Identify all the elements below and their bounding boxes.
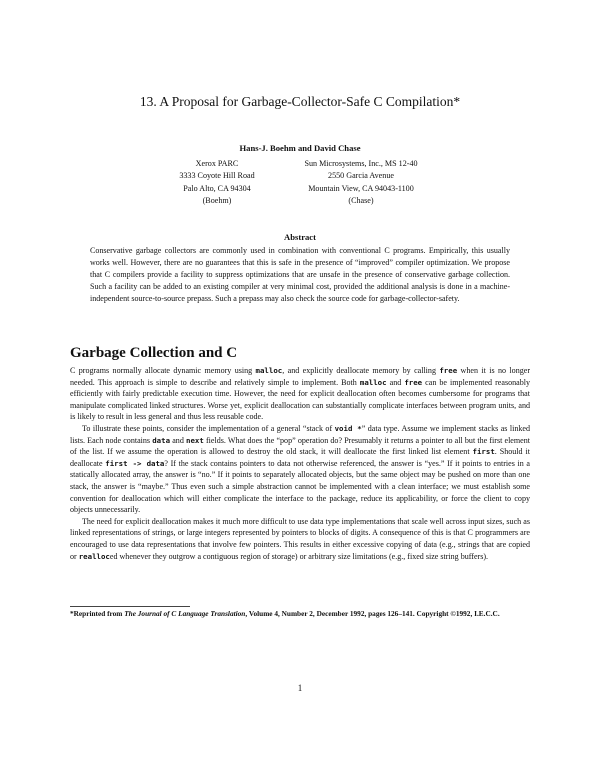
body-paragraph: The need for explicit deallocation makes it much more difficult to use data type implementations that scale well across input sizes, such as linked representations of strings, or large integers represented by pointers to blocks of digits. A consequence of this is that C programmers are encouraged to use data representations that involve few pointers. This results in either excessive copying of data (e.g., strings that are copied or realloced whenever they outgrow a contiguous region of storage) or arbitrary size limitations (e.g., fixed size string buffers).: [70, 516, 530, 561]
inline-code: next: [186, 435, 204, 445]
footnote-mark: *: [70, 609, 74, 618]
inline-code: first: [472, 447, 495, 457]
affiliation-line: Mountain View, CA 94043-1100: [308, 183, 414, 193]
author-names: Hans-J. Boehm and David Chase: [239, 143, 361, 153]
affiliation-line: Xerox PARC: [195, 159, 239, 168]
page-number: 1: [297, 683, 303, 693]
affiliation-line: (Boehm): [202, 195, 232, 205]
inline-code: void *: [334, 423, 362, 433]
affiliation-boehm: [152, 158, 282, 207]
paper-title: 13. A Proposal for Garbage-Collector-Safe C Compilation*: [139, 94, 461, 109]
affiliation-chase: [276, 158, 446, 207]
section-heading: Garbage Collection and C: [70, 345, 238, 361]
body-paragraph: C programs normally allocate dynamic memory using malloc, and explicitly deallocate memory by calling free when it is no longer needed. This approach is simple to describe and relatively simple to implement. Both malloc and free can be implemented reasonably efficiently with fairly predictable execution time. However, the need for explicit deallocation often becomes cumbersome for programs that manipulate complicated linked structures. Worse yet, explicit deallocation can substantially complicate interfaces between program units, and is likely to result in less general and thus less reusable code.: [70, 366, 530, 422]
abstract-heading: Abstract: [284, 232, 316, 242]
affiliation-line: Sun Microsystems, Inc., MS 12-40: [304, 159, 418, 168]
body-text: [70, 365, 530, 562]
footnote-rule: [70, 606, 190, 607]
inline-code: first -> data: [105, 458, 165, 468]
inline-code: free: [439, 366, 458, 375]
footnote-prefix: Reprinted from: [73, 609, 125, 618]
abstract-text: Conservative garbage collectors are commonly used in combination with conventional C programs. Empirically, this usually works well. However, there are no guarantees that this is safe in the presence of “improved” compiler optimization. We propose that C compilers provide a facility to suppress optimizations that are unsafe in the presence of conservative garbage collection. Such a facility can be added to an existing compiler at very minimal cost, provided the additional analysis is done in a machine-independent source-to-source prepass. Such a prepass may also check the source code for garbage-collector-safety.: [90, 246, 510, 303]
affiliation-line: Palo Alto, CA 94304: [183, 183, 251, 193]
inline-code: malloc: [255, 366, 283, 375]
body-paragraph: To illustrate these points, consider the implementation of a general “stack of void *” data type. Assume we implement stacks as linked lists. Each node contains data and next fields. What does the “pop” operation do? Presumably it returns a pointer to all but the first element of the list. If we assume the operation is allowed to destroy the old stack, it will deallocate the first linked list element first. Should it deallocate first -> data? If the stack contains pointers to data not otherwise referenced, the answer is “yes.” If it points to entries in a statically allocated array, the answer is “no.” If it points to separately allocated objects, but the same object may be pushed on more than one stack, the answer is “maybe.” Thus even such a simple abstraction cannot be implemented with a clean interface; we must establish some convention for deallocation which will either complicate the interface to the package, reduce its applicability, or force the client to copy objects unnecessarily.: [70, 423, 531, 515]
footnote-suffix: , Volume 4, Number 2, December 1992, pages 126–141. Copyright ©1992, I.E.C.C.: [245, 609, 500, 618]
affiliation-line: 2550 Garcia Avenue: [328, 171, 394, 181]
affiliation-line: (Chase): [348, 195, 374, 205]
affiliation-line: 3333 Coyote Hill Road: [179, 171, 255, 181]
inline-code: realloc: [78, 551, 110, 561]
inline-code: malloc: [359, 377, 387, 387]
inline-code: free: [404, 377, 423, 387]
footnote-journal: The Journal of C Language Translation: [124, 609, 246, 618]
inline-code: data: [152, 435, 171, 445]
footnote: [70, 609, 530, 619]
